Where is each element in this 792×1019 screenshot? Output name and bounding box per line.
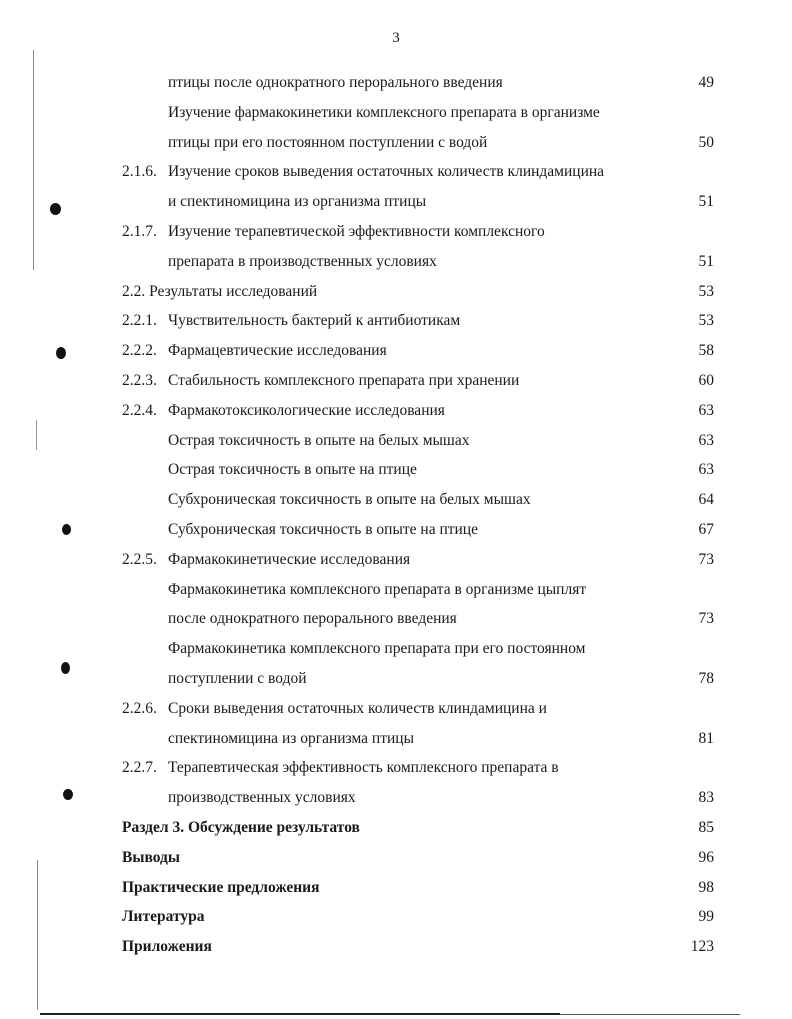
toc-entry-title: Стабильность комплексного препарата при хранении — [168, 371, 520, 389]
toc-entry-page: 98 — [698, 878, 714, 896]
toc-entry-title: Практические предложения — [122, 878, 320, 896]
toc-entry-page: 64 — [698, 491, 714, 509]
toc-entry-page: 63 — [698, 461, 714, 479]
toc-entry — [0, 68, 792, 98]
toc-entry-title: птицы при его постоянном поступлении с водой — [168, 133, 488, 151]
toc-entry-title: Приложения — [122, 938, 212, 956]
toc-entry — [0, 217, 792, 247]
toc-entry — [0, 664, 792, 694]
toc-entry-title: Чувствительность бактерий к антибиотикам — [168, 312, 461, 330]
toc-entry — [0, 545, 792, 575]
toc-entry-title: Литература — [122, 908, 205, 926]
toc-entry — [0, 455, 792, 485]
toc-entry-page: 63 — [698, 431, 714, 449]
toc-entry-title: Фармакокинетические исследования — [168, 550, 411, 568]
toc-entry-page: 60 — [698, 371, 714, 389]
toc-entry-title: Фармакокинетика комплексного препарата в организме цыплят — [168, 580, 587, 598]
toc-entry-title: Острая токсичность в опыте на белых мышах — [168, 431, 470, 449]
toc-entry-number: 2.2.6. — [122, 699, 157, 717]
toc-entry-page: 50 — [698, 133, 714, 151]
toc-entry — [0, 783, 792, 813]
toc-entry-page: 53 — [698, 312, 714, 330]
toc-entry-title: Фармацевтические исследования — [168, 342, 387, 360]
toc-entry-number: 2.2.7. — [122, 759, 157, 777]
toc-entry — [0, 336, 792, 366]
toc-entry-title: спектиномицина из организма птицы — [168, 729, 414, 747]
toc-entry — [0, 157, 792, 187]
scan-bottom-line — [560, 1014, 740, 1015]
toc-entry — [0, 724, 792, 754]
toc-entry-title: Субхроническая токсичность в опыте на птице — [168, 520, 478, 538]
scan-edge-line — [37, 860, 38, 1010]
toc-entry — [0, 306, 792, 336]
table-of-contents — [0, 68, 792, 962]
toc-entry-title: птицы после однократного перорального введения — [168, 74, 503, 91]
toc-entry-title: Терапевтическая эффективность комплексного препарата в — [168, 759, 559, 777]
toc-entry — [0, 843, 792, 873]
toc-entry — [0, 247, 792, 277]
scan-bottom-line — [40, 1013, 560, 1015]
toc-entry — [0, 128, 792, 158]
toc-entry — [0, 932, 792, 962]
scan-smudge — [63, 789, 73, 800]
scan-smudge — [62, 524, 71, 535]
toc-entry-number: 2.2.5. — [122, 550, 157, 568]
toc-entry-title: производственных условиях — [168, 789, 356, 807]
toc-entry-page: 63 — [698, 401, 714, 419]
toc-entry-page: 96 — [698, 848, 714, 866]
toc-entry-number: 2.2.3. — [122, 371, 157, 389]
scan-smudge — [61, 662, 70, 674]
toc-entry — [0, 575, 792, 605]
toc-entry-title: Раздел 3. Обсуждение результатов — [122, 818, 360, 836]
toc-entry-number: 2.1.7. — [122, 222, 157, 240]
scan-edge-line — [36, 420, 37, 450]
toc-entry-title: Субхроническая токсичность в опыте на белых мышах — [168, 491, 531, 509]
toc-entry-title: после однократного перорального введения — [168, 610, 457, 628]
toc-entry-page: 83 — [698, 789, 714, 807]
toc-entry-title: Изучение терапевтической эффективности комплексного — [168, 222, 545, 240]
toc-entry-title: 2.2. Результаты исследований — [122, 282, 318, 300]
toc-entry-page: 85 — [698, 818, 714, 836]
toc-entry — [0, 753, 792, 783]
scan-edge-line — [33, 50, 34, 270]
toc-entry-page: 51 — [698, 252, 714, 270]
toc-entry-page: 53 — [698, 282, 714, 300]
toc-entry — [0, 396, 792, 426]
page-number: 3 — [392, 30, 400, 46]
toc-entry-page: 99 — [698, 908, 714, 926]
toc-entry — [0, 426, 792, 456]
toc-entry-title: и спектиномицина из организма птицы — [168, 193, 427, 211]
toc-entry-title: Изучение фармакокинетики комплексного препарата в организме — [168, 103, 600, 121]
toc-entry — [0, 485, 792, 515]
toc-entry-page: 123 — [690, 938, 714, 956]
toc-entry — [0, 694, 792, 724]
toc-entry-number: 2.2.4. — [122, 401, 157, 419]
toc-entry — [0, 604, 792, 634]
toc-entry — [0, 634, 792, 664]
toc-entry-title: Выводы — [122, 848, 180, 866]
toc-entry — [0, 813, 792, 843]
toc-entry — [0, 277, 792, 307]
toc-entry-page: 49 — [698, 74, 714, 91]
toc-entry-page: 51 — [698, 193, 714, 211]
toc-entry-number: 2.1.6. — [122, 163, 157, 181]
toc-entry-page: 73 — [698, 610, 714, 628]
toc-entry — [0, 902, 792, 932]
toc-entry-title: препарата в производственных условиях — [168, 252, 437, 270]
toc-entry-title: Фармакотоксикологические исследования — [168, 401, 445, 419]
toc-entry-page: 67 — [698, 520, 714, 538]
toc-entry-title: Изучение сроков выведения остаточных количеств клиндамицина — [168, 163, 605, 181]
toc-entry — [0, 873, 792, 903]
toc-entry-title: Острая токсичность в опыте на птице — [168, 461, 417, 479]
toc-entry-title: поступлении с водой — [168, 669, 307, 687]
toc-entry-page: 81 — [698, 729, 714, 747]
toc-entry — [0, 187, 792, 217]
toc-entry-number: 2.2.1. — [122, 312, 157, 330]
toc-entry-title: Сроки выведения остаточных количеств клиндамицина и — [168, 699, 547, 717]
scan-smudge — [50, 203, 61, 215]
toc-entry-number: 2.2.2. — [122, 342, 157, 360]
toc-entry — [0, 515, 792, 545]
scan-smudge — [56, 347, 66, 359]
toc-entry — [0, 98, 792, 128]
toc-entry-page: 78 — [698, 669, 714, 687]
toc-entry-page: 73 — [698, 550, 714, 568]
toc-entry-page: 58 — [698, 342, 714, 360]
toc-entry — [0, 366, 792, 396]
toc-entry-title: Фармакокинетика комплексного препарата при его постоянном — [168, 640, 586, 658]
